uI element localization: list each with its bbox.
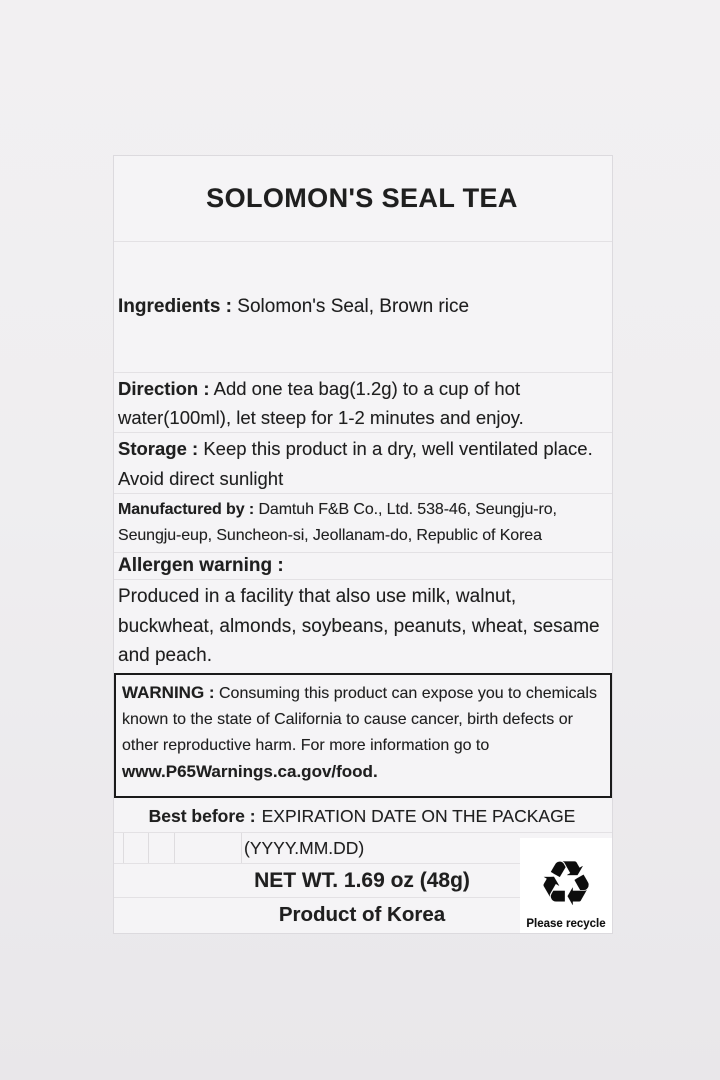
product-title: SOLOMON'S SEAL TEA xyxy=(206,183,518,213)
recycle-icon: ♻ xyxy=(538,847,594,920)
warning-url: www.P65Warnings.ca.gov/food. xyxy=(122,762,378,781)
recycle-caption: Please recycle xyxy=(526,918,606,930)
best-before-label: Best before : xyxy=(148,806,256,826)
ingredients-value: Solomon's Seal, Brown rice xyxy=(237,296,470,317)
best-before-row xyxy=(114,801,612,832)
net-weight-text: NET WT. 1.69 oz (48g) xyxy=(114,863,612,897)
recycle-mark xyxy=(520,838,612,933)
allergen-heading: Allergen warning : xyxy=(114,552,612,579)
manufacturer-value: Damtuh F&B Co., Ltd. 538-46, Seungju-ro, Seungju-eup, Suncheon-si, Jeollanam-do, Republic of Korea xyxy=(118,501,557,544)
manufacturer-section xyxy=(114,493,612,552)
storage-section xyxy=(114,432,612,493)
prop65-warning-box xyxy=(114,673,612,798)
tea-label xyxy=(113,155,613,934)
storage-value: Keep this product in a dry, well ventilated place. Avoid direct sunlight xyxy=(118,438,593,489)
direction-value: Add one tea bag(1.2g) to a cup of hot water(100ml), let steep for 1-2 minutes and enjoy. xyxy=(118,378,524,428)
manufacturer-label: Manufactured by : xyxy=(118,501,255,518)
ingredients-section xyxy=(114,241,612,372)
date-grid-cell xyxy=(174,833,242,863)
origin-text: Product of Korea xyxy=(114,897,612,932)
direction-label: Direction : xyxy=(118,378,210,399)
warning-text: Consuming this product can expose you to chemicals known to the state of California to cause cancer, birth defects or other reproductive harm. For more information go to xyxy=(122,685,597,754)
allergen-text: Produced in a facility that also use milk, walnut, buckwheat, almonds, soybeans, peanuts, wheat, sesame and peach. xyxy=(114,579,612,673)
warning-label: WARNING : xyxy=(122,683,215,702)
date-format-text: (YYYY.MM.DD) xyxy=(244,837,365,858)
date-grid-cell xyxy=(148,833,175,863)
best-before-value: EXPIRATION DATE ON THE PACKAGE xyxy=(261,806,576,826)
ingredients-text xyxy=(118,296,469,318)
storage-label: Storage : xyxy=(118,438,199,459)
direction-section xyxy=(114,372,612,432)
date-grid-cell xyxy=(123,833,149,863)
ingredients-label: Ingredients : xyxy=(118,296,233,317)
